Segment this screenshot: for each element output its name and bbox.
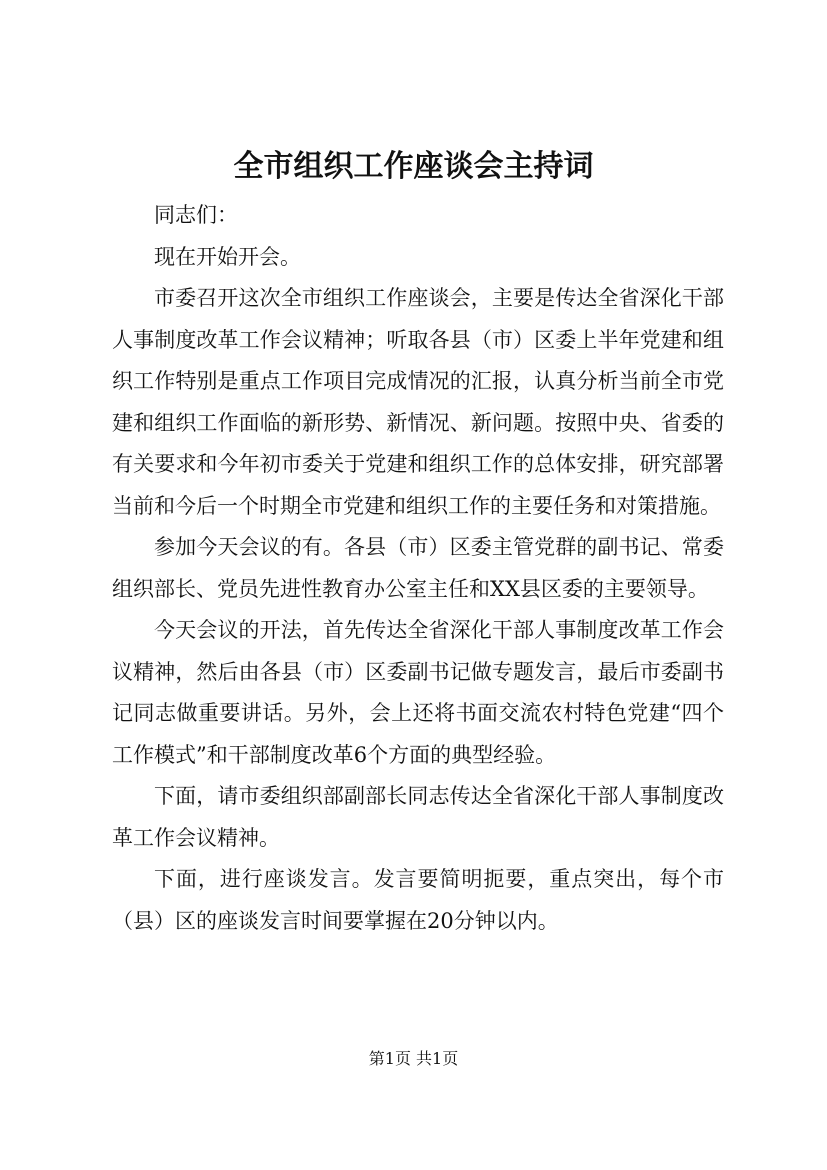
paragraph-first-item: 下面，请市委组织部副部长同志传达全省深化干部人事制度改革工作会议精神。 [112, 784, 724, 850]
page-footer: 第1页 共1页 [368, 1049, 459, 1068]
document-body [112, 195, 724, 942]
paragraph-discussion: 下面，进行座谈发言。发言要简明扼要，重点突出，每个市（县）区的座谈发言时间要掌握在20分钟以内。 [112, 867, 724, 933]
paragraph-opening: 现在开始开会。 [154, 244, 301, 269]
document-title: 全市组织工作座谈会主持词 [233, 149, 594, 184]
paragraph-purpose: 市委召开这次全市组织工作座谈会，主要是传达全省深化干部人事制度改革工作会议精神；听取各县（市）区委上半年党建和组织工作特别是重点工作项目完成情况的汇报，认真分析当前全市党建和组织工作面临的新形势、新情况、新问题。按照中央、省委的有关要求和今年初市委关于党建和组织工作的总体安排，研究部署当前和今后一个时期全市党建和组织工作的主要任务和对策措施。 [112, 286, 724, 518]
paragraph-agenda: 今天会议的开法，首先传达全省深化干部人事制度改革工作会议精神，然后由各县（市）区委副书记做专题发言，最后市委副书记同志做重要讲话。另外，会上还将书面交流农村特色党建“四个工作模式”和干部制度改革6个方面的典型经验。 [112, 618, 724, 767]
paragraph-attendees: 参加今天会议的有。各县（市）区委主管党群的副书记、常委组织部长、党员先进性教育办公室主任和XX县区委的主要领导。 [112, 535, 724, 601]
paragraph-greeting: 同志们： [154, 203, 238, 227]
